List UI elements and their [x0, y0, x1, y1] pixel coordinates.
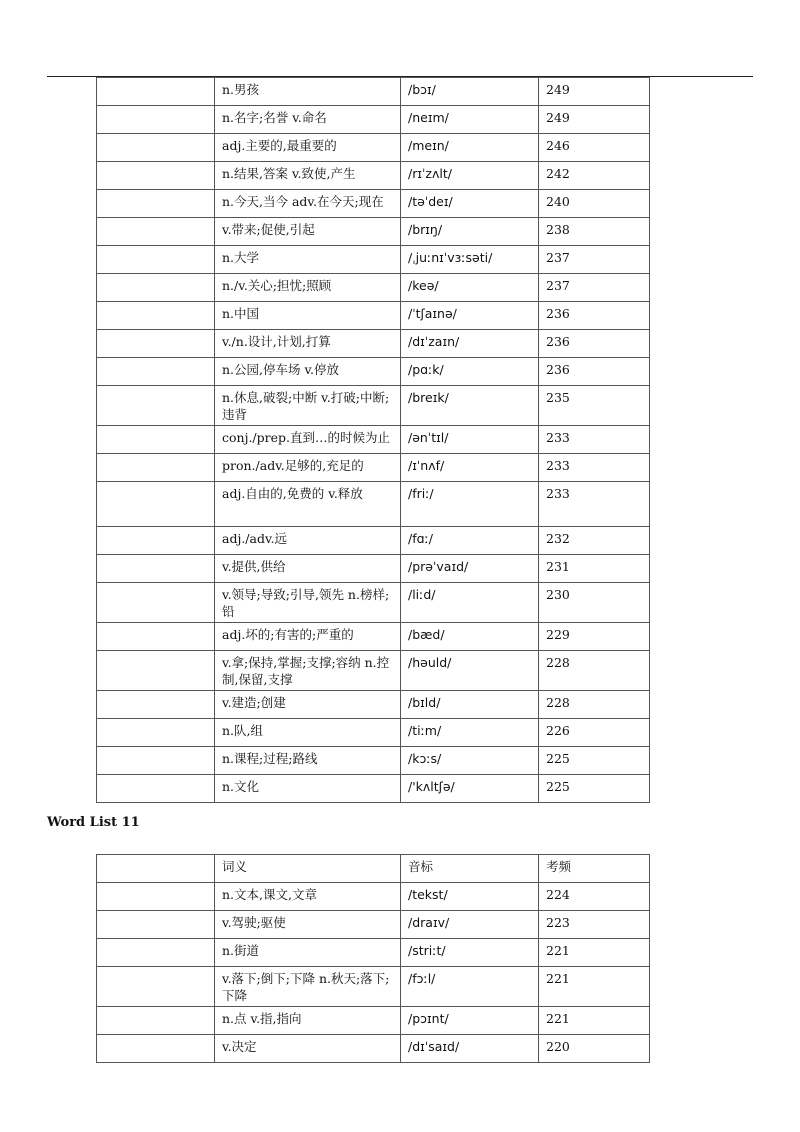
- meaning-cell: adj.主要的,最重要的: [215, 134, 401, 162]
- table-row: [97, 330, 650, 358]
- meaning-cell: v.落下;倒下;下降 n.秋天;落下;下降: [215, 967, 401, 1007]
- blank-cell: [97, 651, 215, 691]
- blank-cell: [97, 134, 215, 162]
- frequency-cell: 238: [539, 218, 650, 246]
- blank-cell: [97, 911, 215, 939]
- phonetic-cell: /fɑː/: [401, 527, 539, 555]
- phonetic-cell: /pɑːk/: [401, 358, 539, 386]
- table-row: [97, 426, 650, 454]
- table-row: [97, 78, 650, 106]
- header-meaning: 词义: [215, 855, 401, 883]
- phonetic-cell: /bæd/: [401, 623, 539, 651]
- blank-cell: [97, 386, 215, 426]
- meaning-cell: n.大学: [215, 246, 401, 274]
- phonetic-cell: /friː/: [401, 482, 539, 527]
- frequency-cell: 236: [539, 358, 650, 386]
- table-row: [97, 218, 650, 246]
- frequency-cell: 221: [539, 967, 650, 1007]
- phonetic-cell: /'kʌltʃə/: [401, 775, 539, 803]
- table-row: [97, 583, 650, 623]
- phonetic-cell: /bɪld/: [401, 691, 539, 719]
- meaning-cell: n.街道: [215, 939, 401, 967]
- table-row: [97, 691, 650, 719]
- frequency-cell: 226: [539, 719, 650, 747]
- phonetic-cell: /həuld/: [401, 651, 539, 691]
- table-row: [97, 274, 650, 302]
- blank-cell: [97, 454, 215, 482]
- blank-cell: [97, 775, 215, 803]
- blank-cell: [97, 78, 215, 106]
- blank-cell: [97, 855, 215, 883]
- blank-cell: [97, 218, 215, 246]
- blank-cell: [97, 426, 215, 454]
- phonetic-cell: /neɪm/: [401, 106, 539, 134]
- phonetic-cell: /ˈtʃaɪnə/: [401, 302, 539, 330]
- frequency-cell: 221: [539, 1007, 650, 1035]
- blank-cell: [97, 623, 215, 651]
- meaning-cell: n.结果,答案 v.致使,产生: [215, 162, 401, 190]
- table-row: [97, 747, 650, 775]
- frequency-cell: 230: [539, 583, 650, 623]
- blank-cell: [97, 883, 215, 911]
- meaning-cell: adj./adv.远: [215, 527, 401, 555]
- phonetic-cell: /ˌjuːnɪˈvɜːsəti/: [401, 246, 539, 274]
- blank-cell: [97, 527, 215, 555]
- meaning-cell: v.提供,供给: [215, 555, 401, 583]
- blank-cell: [97, 967, 215, 1007]
- blank-cell: [97, 1007, 215, 1035]
- frequency-cell: 233: [539, 482, 650, 527]
- blank-cell: [97, 330, 215, 358]
- blank-cell: [97, 106, 215, 134]
- meaning-cell: v./n.设计,计划,打算: [215, 330, 401, 358]
- phonetic-cell: /bɔɪ/: [401, 78, 539, 106]
- frequency-cell: 220: [539, 1035, 650, 1063]
- meaning-cell: v.领导;导致;引导,领先 n.榜样;铅: [215, 583, 401, 623]
- blank-cell: [97, 1035, 215, 1063]
- phonetic-cell: /fɔːl/: [401, 967, 539, 1007]
- meaning-cell: n.文化: [215, 775, 401, 803]
- table-row: [97, 1035, 650, 1063]
- meaning-cell: n.休息,破裂;中断 v.打破;中断;违背: [215, 386, 401, 426]
- meaning-cell: n.文本,课文,文章: [215, 883, 401, 911]
- table-row: [97, 911, 650, 939]
- phonetic-cell: /brɪŋ/: [401, 218, 539, 246]
- table-row: [97, 1007, 650, 1035]
- meaning-cell: n.公园,停车场 v.停放: [215, 358, 401, 386]
- table-row: [97, 190, 650, 218]
- frequency-cell: 242: [539, 162, 650, 190]
- phonetic-cell: /breɪk/: [401, 386, 539, 426]
- table-row: [97, 454, 650, 482]
- frequency-cell: 225: [539, 747, 650, 775]
- vocab-table-continued: [96, 77, 650, 803]
- phonetic-cell: /prəˈvaɪd/: [401, 555, 539, 583]
- meaning-cell: n.点 v.指,指向: [215, 1007, 401, 1035]
- frequency-cell: 223: [539, 911, 650, 939]
- phonetic-cell: /striːt/: [401, 939, 539, 967]
- blank-cell: [97, 747, 215, 775]
- meaning-cell: n.队,组: [215, 719, 401, 747]
- frequency-cell: 233: [539, 426, 650, 454]
- frequency-cell: 228: [539, 691, 650, 719]
- blank-cell: [97, 190, 215, 218]
- blank-cell: [97, 719, 215, 747]
- blank-cell: [97, 583, 215, 623]
- phonetic-cell: /pɔɪnt/: [401, 1007, 539, 1035]
- phonetic-cell: /dɪˈzaɪn/: [401, 330, 539, 358]
- meaning-cell: conj./prep.直到…的时候为止: [215, 426, 401, 454]
- meaning-cell: n.中国: [215, 302, 401, 330]
- phonetic-cell: /liːd/: [401, 583, 539, 623]
- table-row: [97, 106, 650, 134]
- frequency-cell: 236: [539, 302, 650, 330]
- phonetic-cell: /dɪˈsaɪd/: [401, 1035, 539, 1063]
- blank-cell: [97, 691, 215, 719]
- table-row: [97, 967, 650, 1007]
- phonetic-cell: /meɪn/: [401, 134, 539, 162]
- table-row: [97, 651, 650, 691]
- blank-cell: [97, 302, 215, 330]
- frequency-cell: 233: [539, 454, 650, 482]
- meaning-cell: n.今天,当今 adv.在今天;现在: [215, 190, 401, 218]
- meaning-cell: n.名字;名誉 v.命名: [215, 106, 401, 134]
- meaning-cell: n.课程;过程;路线: [215, 747, 401, 775]
- table-row: [97, 883, 650, 911]
- table-row: [97, 358, 650, 386]
- table-row: [97, 719, 650, 747]
- phonetic-cell: /tekst/: [401, 883, 539, 911]
- phonetic-cell: /ɪˈnʌf/: [401, 454, 539, 482]
- blank-cell: [97, 939, 215, 967]
- frequency-cell: 225: [539, 775, 650, 803]
- table-row: [97, 939, 650, 967]
- table-row: [97, 246, 650, 274]
- frequency-cell: 228: [539, 651, 650, 691]
- blank-cell: [97, 358, 215, 386]
- frequency-cell: 229: [539, 623, 650, 651]
- meaning-cell: v.带来;促使,引起: [215, 218, 401, 246]
- frequency-cell: 236: [539, 330, 650, 358]
- frequency-cell: 246: [539, 134, 650, 162]
- table-row: [97, 482, 650, 527]
- phonetic-cell: /təˈdeɪ/: [401, 190, 539, 218]
- phonetic-cell: /kɔːs/: [401, 747, 539, 775]
- table-row: [97, 386, 650, 426]
- phonetic-cell: /ənˈtɪl/: [401, 426, 539, 454]
- meaning-cell: v.驾驶;驱使: [215, 911, 401, 939]
- frequency-cell: 224: [539, 883, 650, 911]
- table-row: [97, 623, 650, 651]
- frequency-cell: 240: [539, 190, 650, 218]
- meaning-cell: v.决定: [215, 1035, 401, 1063]
- frequency-cell: 249: [539, 78, 650, 106]
- table-row: [97, 302, 650, 330]
- table-row: [97, 555, 650, 583]
- meaning-cell: pron./adv.足够的,充足的: [215, 454, 401, 482]
- table-row: [97, 162, 650, 190]
- frequency-cell: 237: [539, 246, 650, 274]
- meaning-cell: adj.坏的;有害的;严重的: [215, 623, 401, 651]
- section-heading: Word List 11: [47, 815, 140, 830]
- table-row: [97, 134, 650, 162]
- table-row: [97, 527, 650, 555]
- header-frequency: 考频: [539, 855, 650, 883]
- meaning-cell: v.建造;创建: [215, 691, 401, 719]
- blank-cell: [97, 482, 215, 527]
- frequency-cell: 237: [539, 274, 650, 302]
- blank-cell: [97, 274, 215, 302]
- header-phonetic: 音标: [401, 855, 539, 883]
- phonetic-cell: /keə/: [401, 274, 539, 302]
- phonetic-cell: /draɪv/: [401, 911, 539, 939]
- table-row: [97, 775, 650, 803]
- blank-cell: [97, 162, 215, 190]
- phonetic-cell: /rɪˈzʌlt/: [401, 162, 539, 190]
- frequency-cell: 221: [539, 939, 650, 967]
- frequency-cell: 249: [539, 106, 650, 134]
- frequency-cell: 231: [539, 555, 650, 583]
- meaning-cell: adj.自由的,免费的 v.释放: [215, 482, 401, 527]
- meaning-cell: v.拿;保持,掌握;支撑;容纳 n.控制,保留,支撑: [215, 651, 401, 691]
- vocab-table-word-list-11: [96, 854, 650, 1063]
- table-header-row: [97, 855, 650, 883]
- blank-cell: [97, 246, 215, 274]
- phonetic-cell: /tiːm/: [401, 719, 539, 747]
- meaning-cell: n./v.关心;担忧;照顾: [215, 274, 401, 302]
- blank-cell: [97, 555, 215, 583]
- frequency-cell: 235: [539, 386, 650, 426]
- meaning-cell: n.男孩: [215, 78, 401, 106]
- frequency-cell: 232: [539, 527, 650, 555]
